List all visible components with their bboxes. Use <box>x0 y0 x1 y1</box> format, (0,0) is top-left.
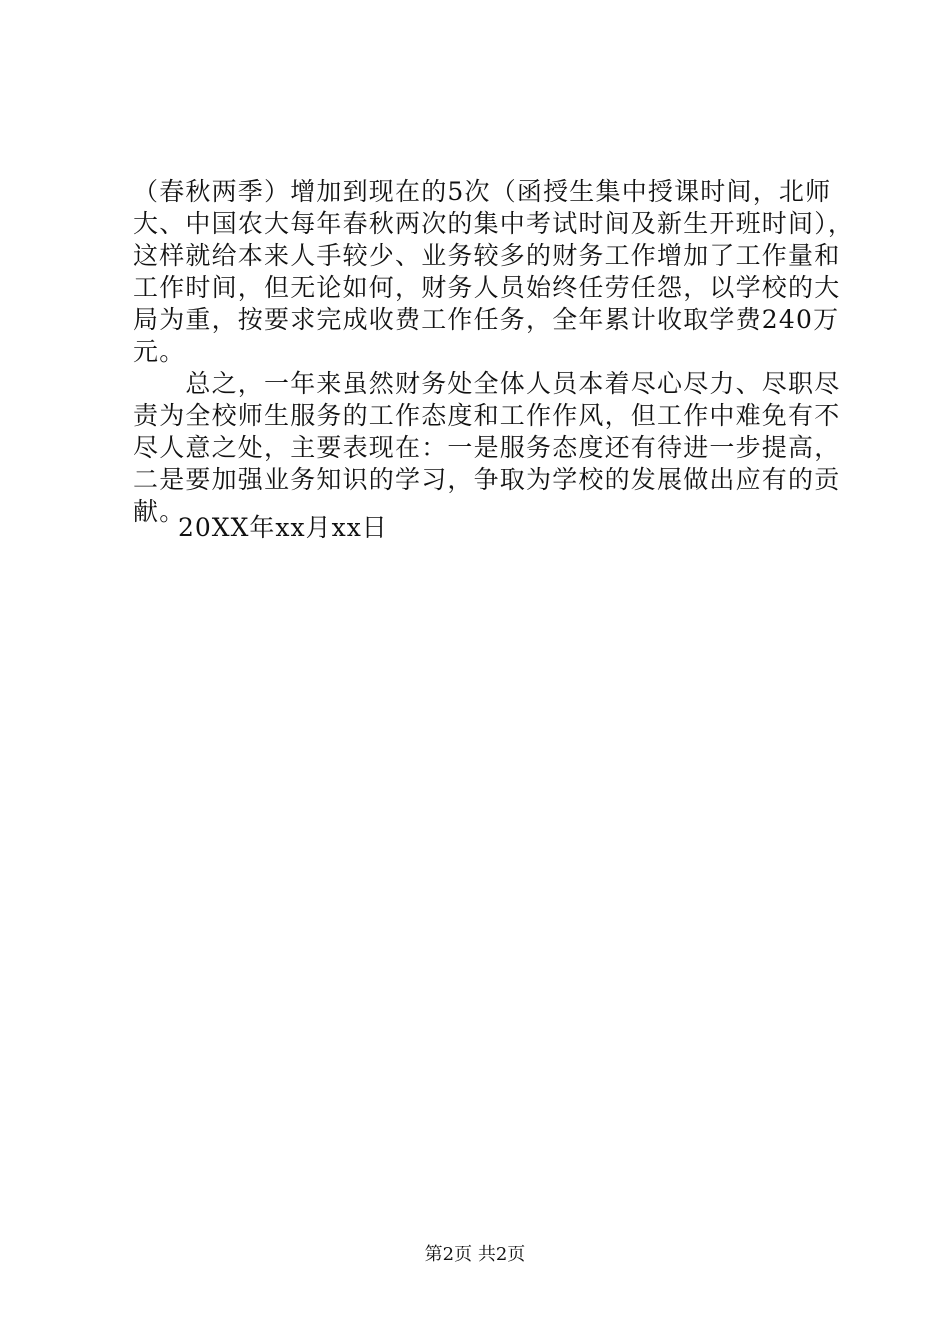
body-line: 工作时间，但无论如何，财务人员始终任劳任怨，以学校的大 <box>133 273 841 302</box>
body-line: 二是要加强业务知识的学习，争取为学校的发展做出应有的贡 <box>133 465 841 494</box>
body-line: 大、中国农大每年春秋两次的集中考试时间及新生开班时间）， <box>133 209 855 238</box>
page-footer: 第2页 共2页 <box>424 1244 526 1265</box>
document-body <box>133 176 855 528</box>
body-line: 尽人意之处，主要表现在：一是服务态度还有待进一步提高， <box>133 433 841 462</box>
body-line: 这样就给本来人手较少、业务较多的财务工作增加了工作量和 <box>133 241 841 270</box>
body-line: （春秋两季）增加到现在的5次（函授生集中授课时间，北师 <box>133 177 832 206</box>
body-line: 总之，一年来虽然财务处全体人员本着尽心尽力、尽职尽 <box>133 369 841 398</box>
document-date: 20XX年xx月xx日 <box>178 513 388 542</box>
body-line: 局为重，按要求完成收费工作任务，全年累计收取学费240万 <box>133 305 840 334</box>
body-line: 献。 <box>133 497 186 526</box>
body-line: 元。 <box>133 337 186 366</box>
body-line: 责为全校师生服务的工作态度和工作作风，但工作中难免有不 <box>133 401 841 430</box>
